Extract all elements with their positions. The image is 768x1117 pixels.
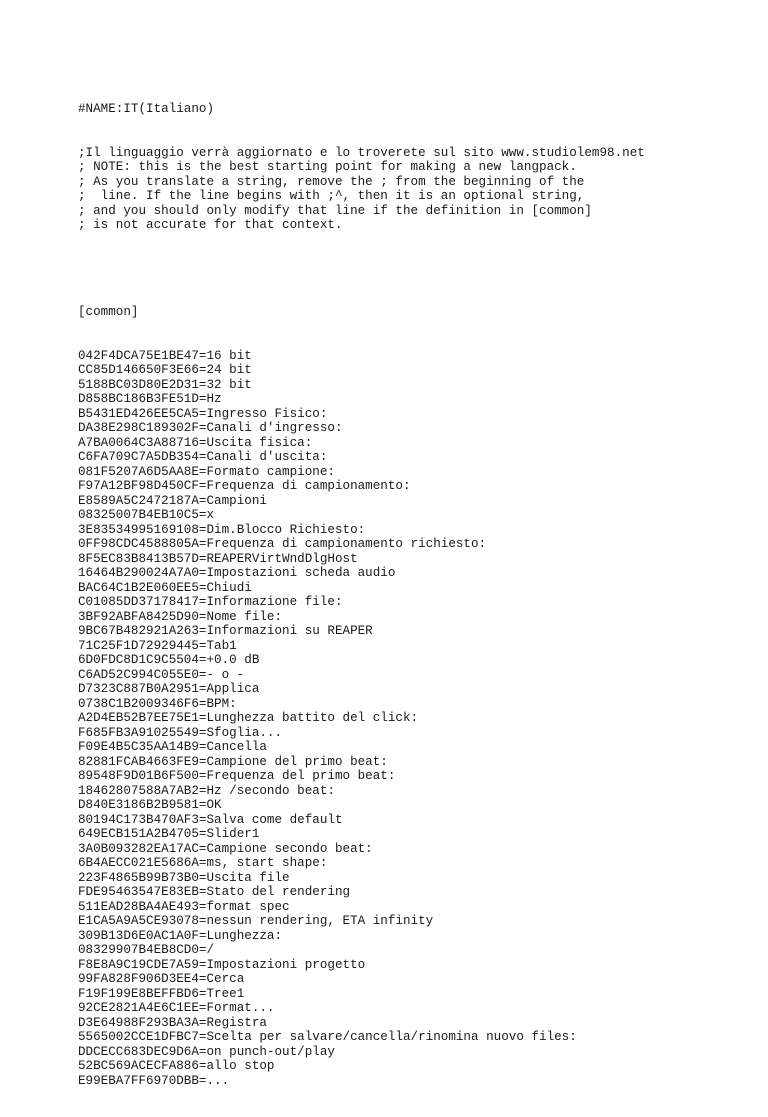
string-entry: 80194C173B470AF3=Salva come default [78,812,343,827]
string-entry: F09E4B5C35AA14B9=Cancella [78,740,267,754]
string-entry: 9BC67B482921A263=Informazioni su REAPER [78,624,373,638]
string-entry: BAC64C1B2E060EE5=Chiudi [78,580,252,595]
string-entry: C6FA709C7A5DB354=Canali d'uscita: [78,450,328,464]
string-entry: D7323C887B0A2951=Applica [78,682,260,696]
comment-line: ;Il linguaggio verrà aggiornato e lo troverete sul sito www.studiolem98.net [78,145,645,160]
string-entry: A7BA0064C3A88716=Uscita fisica: [78,435,313,450]
string-entry: 0738C1B2009346F6=BPM: [78,696,237,711]
comment-line: ; line. If the line begins with ;^, then it is an optional string, [78,189,585,203]
string-entry: F19F199E8BEFFBD6=Tree1 [78,986,245,1001]
string-entry: D840E3186B2B9581=OK [78,798,222,812]
string-entry: 3A0B093282EA17AC=Campione secondo beat: [78,841,373,856]
string-entry: DA38E298C189302F=Canali d'ingresso: [78,421,343,435]
string-entry: 16464B290024A7A0=Impostazioni scheda audio [78,566,396,580]
string-entry: 08325007B4EB10C5=x [78,508,215,522]
comment-line: ; and you should only modify that line if the definition in [common] [78,203,592,218]
string-entry: 649ECB151A2B4705=Slider1 [78,827,260,841]
string-entry: 5565002CCE1DFBC7=Scelta per salvare/cancella/rinomina nuovo files: [78,1030,577,1044]
string-entry: 8F5EC83B8413B57D=REAPERVirtWndDlgHost [78,551,358,566]
string-entry: 08329907B4EB8CD0=/ [78,943,215,957]
langpack-text [78,73,645,1117]
string-entry: B5431ED426EE5CA5=Ingresso Fisico: [78,406,328,421]
header-comments [78,146,645,233]
string-entry: 042F4DCA75E1BE47=16 bit [78,348,252,363]
string-entry: 82881FCAB4663FE9=Campione del primo beat: [78,754,388,769]
string-entry: 6D0FDC8D1C9C5504=+0.0 dB [78,653,260,667]
string-entry: CC85D146650F3E66=24 bit [78,363,252,377]
string-entry: DDCECC683DEC9D6A=on punch-out/play [78,1044,335,1059]
string-entry: 92CE2821A4E6C1EE=Format... [78,1001,275,1015]
string-entry: FDE95463547E83EB=Stato del rendering [78,885,351,899]
string-entry: 6B4AECC021E5686A=ms, start shape: [78,856,328,870]
string-entry: F8E8A9C19CDE7A59=Impostazioni progetto [78,957,366,972]
comment-line: ; NOTE: this is the best starting point for making a new langpack. [78,160,577,174]
string-entry: F97A12BF98D450CF=Frequenza di campionamento: [78,479,411,493]
string-entry: E1CA5A9A5CE93078=nessun rendering, ETA infinity [78,914,434,928]
blank-line [78,262,645,277]
entry-list [78,349,645,1089]
section-title: [common] [78,305,139,319]
string-entry: 3E83534995169108=Dim.Blocco Richiesto: [78,522,366,537]
string-entry: 89548F9D01B6F500=Frequenza del primo beat: [78,769,396,783]
string-entry: C01085DD37178417=Informazione file: [78,595,343,609]
string-entry: 99FA828F906D3EE4=Cerca [78,972,245,986]
string-entry: E99EBA7FF6970DBB=... [78,1073,230,1088]
string-entry: C6AD52C994C055E0=- o - [78,667,245,682]
string-entry: A2D4EB52B7EE75E1=Lunghezza battito del click: [78,711,419,725]
string-entry: 5188BC03D80E2D31=32 bit [78,377,252,392]
string-entry: 18462807588A7AB2=Hz /secondo beat: [78,783,335,798]
string-entry: 511EAD28BA4AE493=format spec [78,899,290,914]
string-entry: 3BF92ABFA8425D90=Nome file: [78,609,283,624]
comment-line: ; is not accurate for that context. [78,218,343,232]
comment-line: ; As you translate a string, remove the ; from the beginning of the [78,174,585,189]
string-entry: D3E64988F293BA3A=Registra [78,1015,267,1030]
string-entry: D858BC186B3FE51D=Hz [78,392,222,406]
string-entry: 71C25F1D72929445=Tab1 [78,638,237,653]
string-entry: F685FB3A91025549=Sfoglia... [78,725,283,740]
string-entry: 223F4865B99B73B0=Uscita file [78,870,290,885]
string-entry: E8589A5C2472187A=Campioni [78,493,267,508]
string-entry: 081F5207A6D5AA8E=Formato campione: [78,464,335,479]
string-entry: 309B13D6E0AC1A0F=Lunghezza: [78,928,283,943]
string-entry: 52BC569ACECFA886=allo stop [78,1059,275,1073]
string-entry: 0FF98CDC4588805A=Frequenza di campionamento richiesto: [78,537,487,551]
name-line: #NAME:IT(Italiano) [78,102,215,116]
